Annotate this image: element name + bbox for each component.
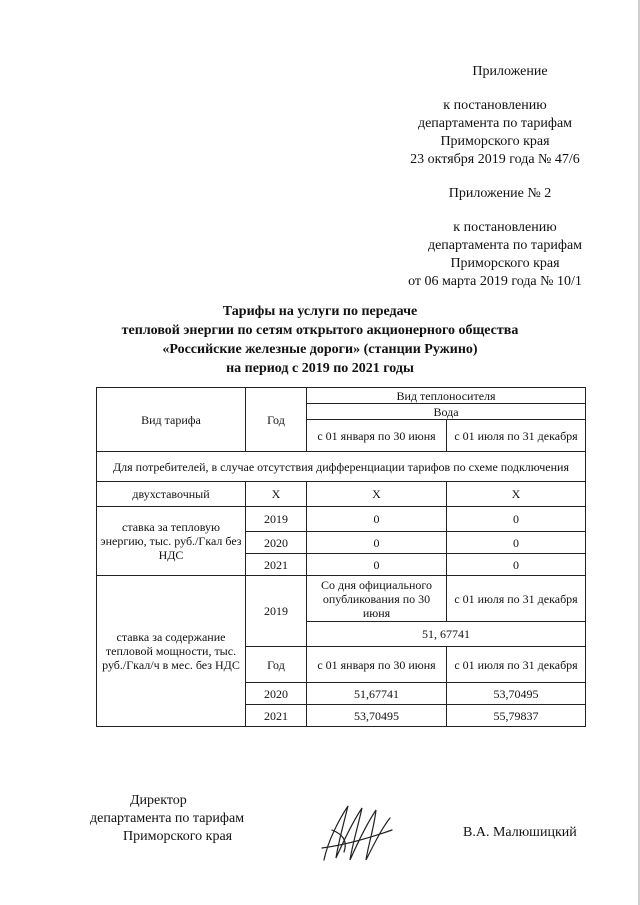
resolution-line-1: к постановлению <box>443 98 547 113</box>
two-part-year: Х <box>246 482 307 507</box>
resolution-line-2: департамента по тарифам <box>417 116 573 131</box>
capacity-year-header: Год <box>246 647 307 683</box>
capacity-period-1-header: с 01 января по 30 июня <box>307 647 447 683</box>
thermal-year-2021: 2021 <box>246 554 307 576</box>
prev-resolution-line-1: к постановлению <box>453 220 557 235</box>
capacity-year-2020: 2020 <box>246 683 307 705</box>
thermal-year-2019: 2019 <box>246 507 307 532</box>
capacity-2019-merged-value: 51, 67741 <box>307 622 586 647</box>
capacity-2021-value-1: 53,70495 <box>307 705 447 727</box>
two-part-value-1: Х <box>307 482 447 507</box>
thermal-2019-value-2: 0 <box>447 507 586 532</box>
signatory-position-line-2: департамента по тарифам <box>90 811 245 826</box>
two-part-label: двухставочный <box>97 482 246 507</box>
title-line-3: «Российские железные дороги» (станции Ружино) <box>162 342 478 357</box>
appendix-label: Приложение <box>472 64 548 79</box>
thermal-energy-label: ставка за тепловую энергию, тыс. руб./Гкал без НДС <box>97 507 246 576</box>
capacity-period-2: с 01 июля по 31 декабря <box>447 576 586 622</box>
title-line-4: на период с 2019 по 2021 годы <box>226 361 414 376</box>
thermal-2021-value-1: 0 <box>307 554 447 576</box>
consumers-note: Для потребителей, в случае отсутствия дифференциации тарифов по схеме подключения <box>97 452 586 482</box>
header-year: Год <box>246 388 307 452</box>
document-title <box>0 302 640 378</box>
title-line-2: тепловой энергии по сетям открытого акционерного общества <box>121 323 519 338</box>
resolution-line-3: Приморского края <box>440 134 550 149</box>
title-line-1: Тарифы на услуги по передаче <box>222 304 418 319</box>
appendix-2-label: Приложение № 2 <box>448 186 552 201</box>
header-carrier-type: Вид теплоносителя <box>307 388 586 404</box>
signatory-position-line-1: Директор <box>130 793 187 808</box>
header-period-2: с 01 июля по 31 декабря <box>447 420 586 452</box>
thermal-2020-value-1: 0 <box>307 532 447 554</box>
capacity-year-2021: 2021 <box>246 705 307 727</box>
prev-resolution-line-4: от 06 марта 2019 года № 10/1 <box>408 274 582 289</box>
capacity-2020-value-1: 51,67741 <box>307 683 447 705</box>
thermal-2020-value-2: 0 <box>447 532 586 554</box>
thermal-year-2020: 2020 <box>246 532 307 554</box>
tariff-table <box>96 387 586 727</box>
capacity-official-period: Со дня официального опубликования по 30 июня <box>307 576 447 622</box>
capacity-year-2019: 2019 <box>246 576 307 647</box>
two-part-value-2: Х <box>447 482 586 507</box>
capacity-2020-value-2: 53,70495 <box>447 683 586 705</box>
resolution-line-4: 23 октября 2019 года № 47/6 <box>410 152 580 167</box>
signatory-position-line-3: Приморского края <box>123 829 233 844</box>
handwritten-signature <box>318 800 396 866</box>
thermal-2021-value-2: 0 <box>447 554 586 576</box>
header-tariff-type: Вид тарифа <box>97 388 246 452</box>
prev-resolution-line-3: Приморского края <box>450 256 560 271</box>
header-water: Вода <box>307 404 586 420</box>
capacity-2021-value-2: 55,79837 <box>447 705 586 727</box>
thermal-2019-value-1: 0 <box>307 507 447 532</box>
prev-resolution-line-2: департамента по тарифам <box>427 238 583 253</box>
signatory-name: В.А. Малюшицкий <box>463 825 577 840</box>
capacity-period-2-header: с 01 июля по 31 декабря <box>447 647 586 683</box>
capacity-label: ставка за содержание тепловой мощности, тыс. руб./Гкал/ч в мес. без НДС <box>97 576 246 727</box>
header-period-1: с 01 января по 30 июня <box>307 420 447 452</box>
